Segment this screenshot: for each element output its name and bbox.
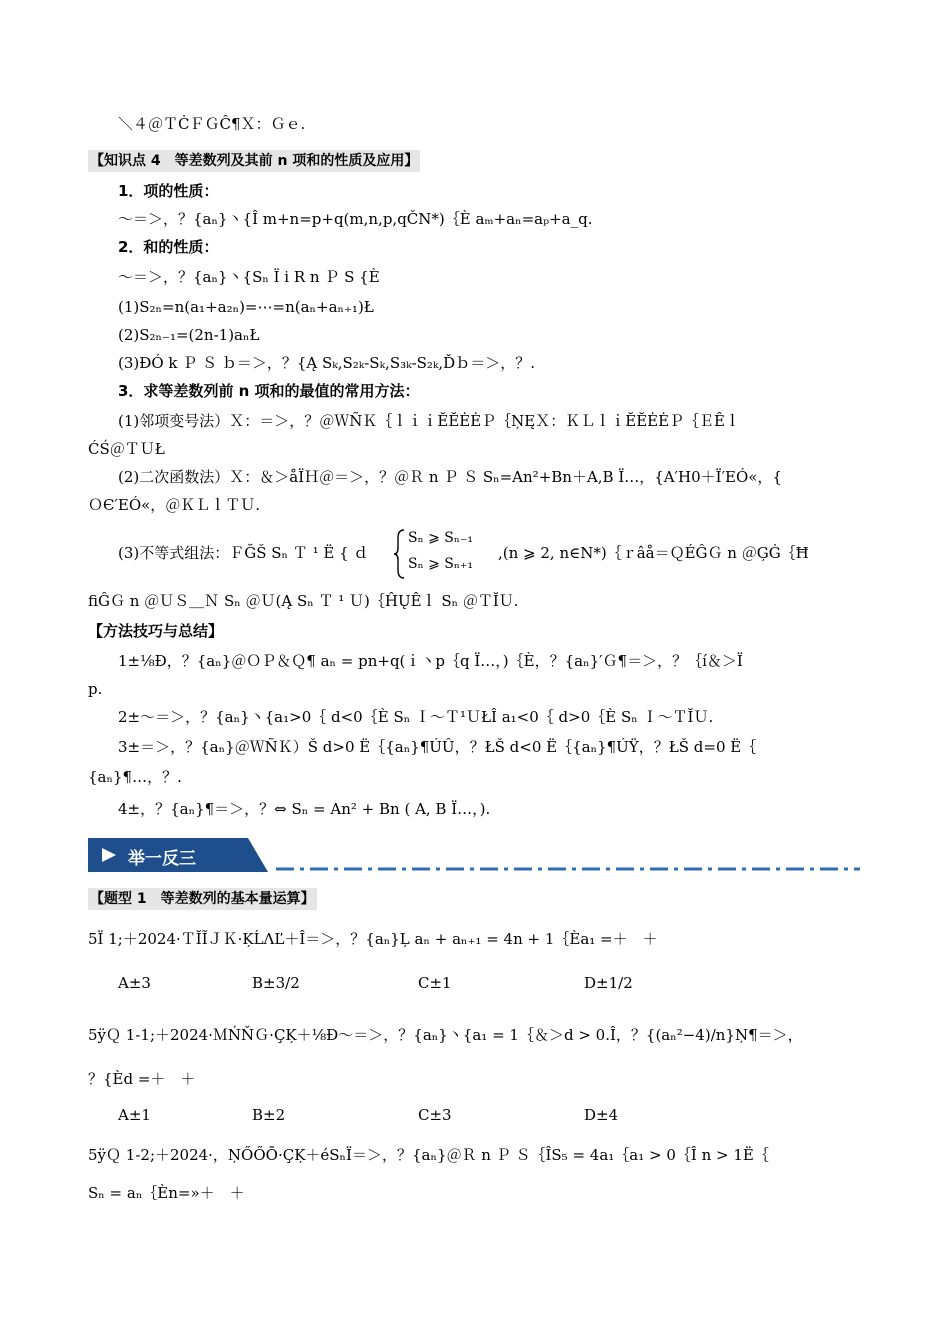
text-line: ﬁĜＧ n ＠ＵＳ＿Ｎ Sₙ ＠Ｕ(Ą Sₙ Ｔ ¹ Ｕ)｛ĤŲÊｌ Sₙ ＠ＴĬＵ. [88,592,519,610]
text-line: 3±＝＞，？{aₙ}＠ＷÑＫ）Š d>0 Ë｛{aₙ}¶ÚÛ，？ŁŠ d<0 Ë｛{aₙ}¶ÚŸ，？ŁŠ d=0 Ë｛ [118,738,757,756]
inequality-system [392,528,502,580]
text-line: (3)不等式组法：ＦĞŠ Sₙ Ｔ ¹ Ë { ｄ [118,544,369,562]
section-banner [88,838,268,872]
section-heading: 【题型 1 等差数列的基本量运算】 [88,888,317,910]
text-line: (3)ĐÓ k Ｐ Ｓ ｂ＝＞，？{Ą Sₖ,S₂ₖ-Sₖ,S₃ₖ-S₂ₖ,Ďｂ＝＞，？. [118,354,535,372]
text-line: 2±～＝＞，？{aₙ}丶{a₁>0｛ d<0｛È Sₙ Ｉ～Ｔ¹ＵŁÎ a₁<0｛ d>0｛È Sₙ Ｉ～ＴĬＵ. [118,708,714,726]
text-line: (1)邻项变号法）Ｘ：＝＞，？＠ＷÑＫ｛ｌｉｉĔĔĖĖＰ｛ŅĘＸ：ＫＬｌｉĔĔĖĖＰ｛ＥÊｌ [118,412,740,430]
subheading: 3．求等差数列前 n 项和的最值的常用方法： [118,382,420,400]
choice-a: A±3 [118,974,151,992]
text-line: (2)S₂ₙ₋₁=(2n-1)aₙŁ [118,326,260,344]
text-line: ～＝＞，？{aₙ}丶{Sₙ Ï i R n Ｐ S {È [118,268,380,286]
text-line: ＯЄ′EÓ«，＠ＫＬｌＴＵ. [88,496,261,514]
text-line: ＼４＠ＴĊＦＧĈ¶Ｘ：Ｇｅ. [118,115,306,133]
section-heading: 【知识点 4 等差数列及其前 n 项和的性质及应用】 [88,150,420,172]
text-line: (2)二次函数法）Ｘ：＆＞åÏＨ＠＝＞，？＠Ｒ n Ｐ Ｓ Sₙ=An²+Bn＋A,B Ï…，{A′H0＋Ï′EÓ«，{ [118,468,782,486]
choice-b: B±2 [252,1106,286,1124]
brace-icon [392,528,406,580]
text-line: p. [88,680,103,698]
section-heading: 【方法技巧与总结】 [88,622,224,640]
banner-title: 举一反三 [128,849,196,869]
choice-c: C±3 [418,1106,452,1124]
question-2: 5ÿＱ 1-1;＋2024·ＭŃŇＧ·ÇĶ＋⅛Đ～＝＞，？{aₙ}丶{a₁ = 1｛＆＞d > 0.Î，？{(aₙ²−4)/n}Ņ¶＝＞， [88,1026,803,1044]
choice-a: A±1 [118,1106,151,1124]
choice-d: D±4 [584,1106,619,1124]
text-line: 4±，？{aₙ}¶＝＞，？⇔ Sₙ = An² + Bn ( A, B Ï…，). [118,800,491,818]
inequality-lower: Sₙ ⩾ Sₙ₊₁ [408,556,473,572]
question-3: 5ÿＱ 1-2;＋2024·，ŅŐŐŌ·ÇĶ＋éSₙÏ＝＞，？{aₙ}＠Ｒ n Ｐ Ｓ｛ÎS₅ = 4a₁｛a₁ > 0｛Î n > 1Ë｛ [88,1146,769,1164]
dashed-divider [276,867,860,871]
choice-d: D±1/2 [584,974,633,992]
text-line: ĆŚ＠ＴＵŁ [88,440,165,458]
subheading: 1．项的性质： [118,182,219,200]
question-1: 5Ï 1;＋2024·ＴĬĨＪＫ·ĶĹΛĽ＋Î＝＞，？{aₙ}Ļ aₙ + aₙ₊₁ = 4n + 1｛Èa₁ =＋ ＋ [88,930,658,948]
inequality-upper: Sₙ ⩾ Sₙ₋₁ [408,530,473,546]
text-line: (1)S₂ₙ=n(a₁+a₂ₙ)=⋯=n(aₙ+aₙ₊₁)Ł [118,298,374,316]
choice-b: B±3/2 [252,974,300,992]
text-line: {aₙ}¶…，？. [88,768,182,786]
question-2-cont: ？{Èd =＋ ＋ [88,1070,196,1088]
subheading: 2．和的性质： [118,238,219,256]
choice-c: C±1 [418,974,452,992]
question-3-cont: Sₙ = aₙ｛Èn=»＋ ＋ [88,1184,245,1202]
text-line: ,(n ⩾ 2, n∈N*)｛ｒâå＝ＱÉĜＧ n ＠ĢĠ｛Ħ [498,544,809,562]
text-line: ～＝＞，？{aₙ}丶{Î m+n=p+q(m,n,p,qČN*)｛È aₘ+aₙ=aₚ+a_q. [118,210,593,228]
text-line: 1±⅛Đ，？{aₙ}＠ＯＰ＆Ｑ¶ aₙ = pn+q(ｉ丶p｛q Ï…，)｛È，？{aₙ}′Ｇ¶＝＞，？｛í＆＞Ï [118,652,743,670]
